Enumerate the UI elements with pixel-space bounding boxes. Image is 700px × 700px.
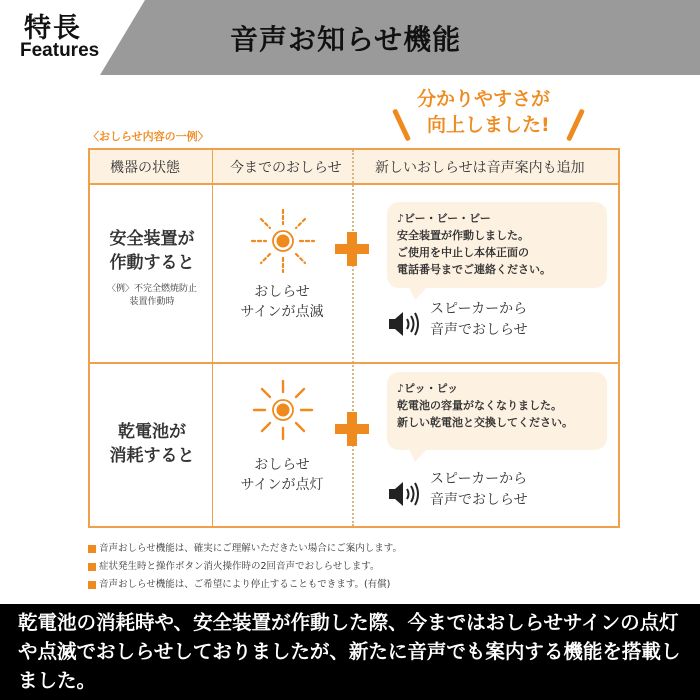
message-line: 乾電池の容量がなくなりました。 (397, 399, 562, 412)
message-line: 安全装置が作動しました。 (397, 229, 529, 242)
notification-comparison-table (88, 148, 620, 528)
callout-line-1: 分かりやすさが (417, 88, 551, 110)
emphasis-dash-left (392, 109, 411, 142)
state-line: 消耗すると (109, 446, 195, 466)
example-label: 〈おしらせ内容の一例〉 (88, 130, 209, 143)
sign-text: サインが点滅 (240, 304, 324, 320)
emphasis-dash-right (566, 109, 585, 142)
bubble-tail (409, 449, 427, 462)
footer-description: 乾電池の消耗時や、安全装置が作動した際、今まではおしらせサインの点灯や点滅でおしらせしておりましたが、新たに音声でも案内する機能を搭載しました。 (18, 611, 681, 692)
note-item: 音声おしらせ機能は、確実にご理解いただきたい場合にご案内します。 (88, 540, 628, 558)
header-new-notice: 新しいおしらせは音声案内も追加 (375, 160, 585, 176)
page-title: 音声お知らせ機能 (230, 23, 462, 56)
header-device-state: 機器の状態 (110, 160, 180, 176)
bubble-tail (409, 287, 427, 300)
row-divider (90, 362, 618, 364)
voice-message-bubble (387, 372, 607, 450)
table-header-row (90, 150, 618, 185)
message-line: 新しい乾電池と交換してください。 (397, 416, 573, 429)
header-bar (0, 0, 700, 75)
speaker-text: スピーカーから (430, 471, 528, 487)
callout-line-2: 向上しました! (427, 114, 550, 136)
speaker-text: スピーカーから (430, 301, 528, 317)
header-previous-notice: 今までのおしらせ (230, 160, 342, 176)
speaker-text: 音声でおしらせ (430, 322, 528, 338)
features-label-jp: 特長 (24, 13, 82, 44)
note-item: 症状発生時と操作ボタン消火操作時の2回音声でおしらせします。 (88, 558, 628, 576)
plus-icon (335, 412, 369, 446)
message-line: ご使用を中止し本体正面の (397, 246, 529, 259)
state-note: 〈例〉不完全燃焼防止 (106, 284, 197, 294)
improvement-callout (385, 80, 595, 150)
voice-message-bubble (387, 202, 607, 288)
plus-icon (335, 232, 369, 266)
message-line: ♪ビー・ビー・ビー (397, 212, 491, 225)
column-divider (212, 150, 213, 526)
notes-list (88, 540, 628, 594)
blinking-sign-icon (250, 208, 316, 274)
sign-text: おしらせ (254, 284, 310, 300)
sign-text: おしらせ (254, 457, 310, 473)
state-line: 作動すると (109, 253, 195, 273)
note-item: 音声おしらせ機能は、ご希望により停止することもできます。(有償) (88, 576, 628, 594)
message-line: 電話番号までご連絡ください。 (397, 263, 551, 276)
column-divider-dotted (352, 150, 354, 526)
state-note: 装置作動時 (129, 297, 175, 307)
state-line: 乾電池が (118, 422, 186, 442)
message-line: ♪ピッ・ピッ (397, 382, 459, 395)
footer-banner (0, 604, 700, 700)
state-line: 安全装置が (109, 229, 195, 249)
features-label-en: Features (20, 40, 100, 61)
speaker-text: 音声でおしらせ (430, 492, 528, 508)
lit-sign-icon (252, 379, 314, 441)
speaker-icon (388, 310, 420, 338)
sign-text: サインが点灯 (240, 477, 324, 493)
speaker-icon (388, 480, 420, 508)
